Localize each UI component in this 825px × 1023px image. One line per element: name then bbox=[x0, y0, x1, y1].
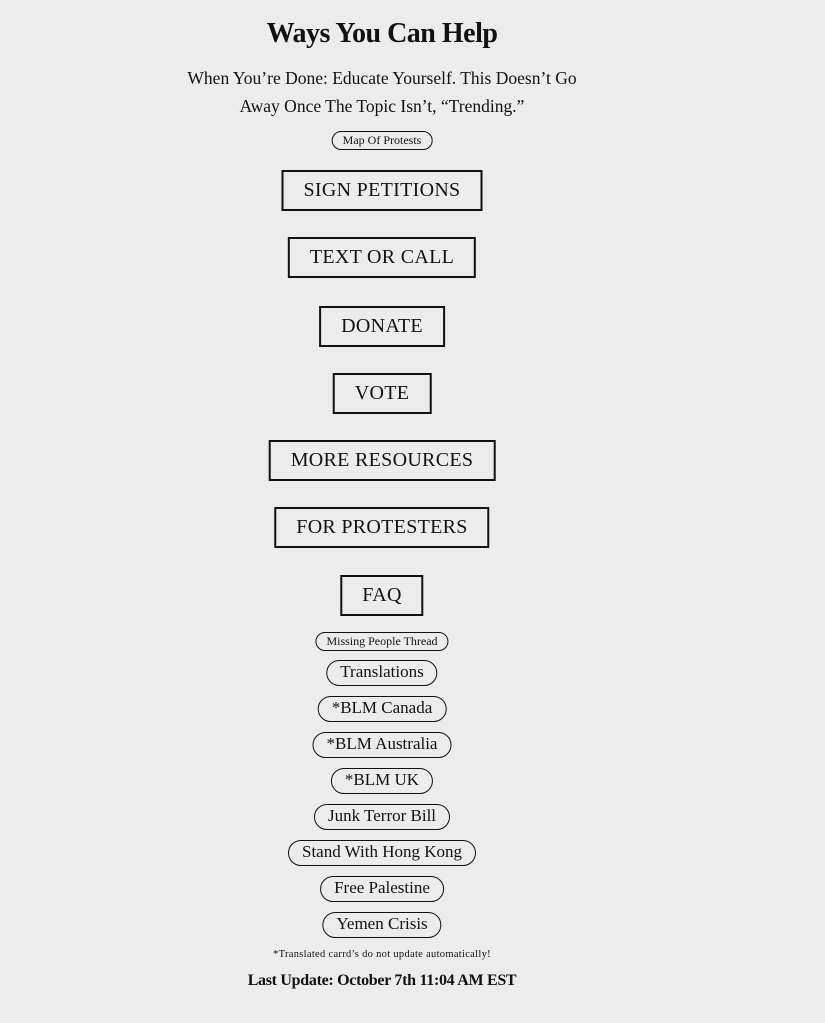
page-title: Ways You Can Help bbox=[266, 18, 498, 49]
blm-australia-button[interactable]: *BLM Australia bbox=[313, 732, 452, 758]
free-palestine-button[interactable]: Free Palestine bbox=[320, 876, 444, 902]
for-protesters-button[interactable]: FOR PROTESTERS bbox=[274, 507, 489, 548]
yemen-crisis-button[interactable]: Yemen Crisis bbox=[322, 912, 441, 938]
missing-people-thread-button[interactable]: Missing People Thread bbox=[315, 632, 448, 651]
vote-button[interactable]: VOTE bbox=[333, 373, 432, 414]
map-of-protests-button[interactable]: Map Of Protests bbox=[332, 131, 433, 150]
blm-canada-button[interactable]: *BLM Canada bbox=[318, 696, 447, 722]
donate-button[interactable]: DONATE bbox=[319, 306, 445, 347]
more-resources-button[interactable]: MORE RESOURCES bbox=[269, 440, 496, 481]
blm-uk-button[interactable]: *BLM UK bbox=[331, 768, 433, 794]
faq-button[interactable]: FAQ bbox=[340, 575, 423, 616]
sign-petitions-button[interactable]: SIGN PETITIONS bbox=[282, 170, 483, 211]
translations-button[interactable]: Translations bbox=[326, 660, 437, 686]
translation-note: *Translated carrd’s do not update automatically! bbox=[273, 949, 491, 960]
junk-terror-bill-button[interactable]: Junk Terror Bill bbox=[314, 804, 450, 830]
text-or-call-button[interactable]: TEXT OR CALL bbox=[288, 237, 476, 278]
intro-line-2: Away Once The Topic Isn’t, “Trending.” bbox=[239, 96, 525, 116]
stand-with-hong-kong-button[interactable]: Stand With Hong Kong bbox=[288, 840, 476, 866]
intro-line-1: When You’re Done: Educate Yourself. This Doesn’t Go bbox=[187, 68, 577, 88]
last-update: Last Update: October 7th 11:04 AM EST bbox=[247, 972, 517, 989]
